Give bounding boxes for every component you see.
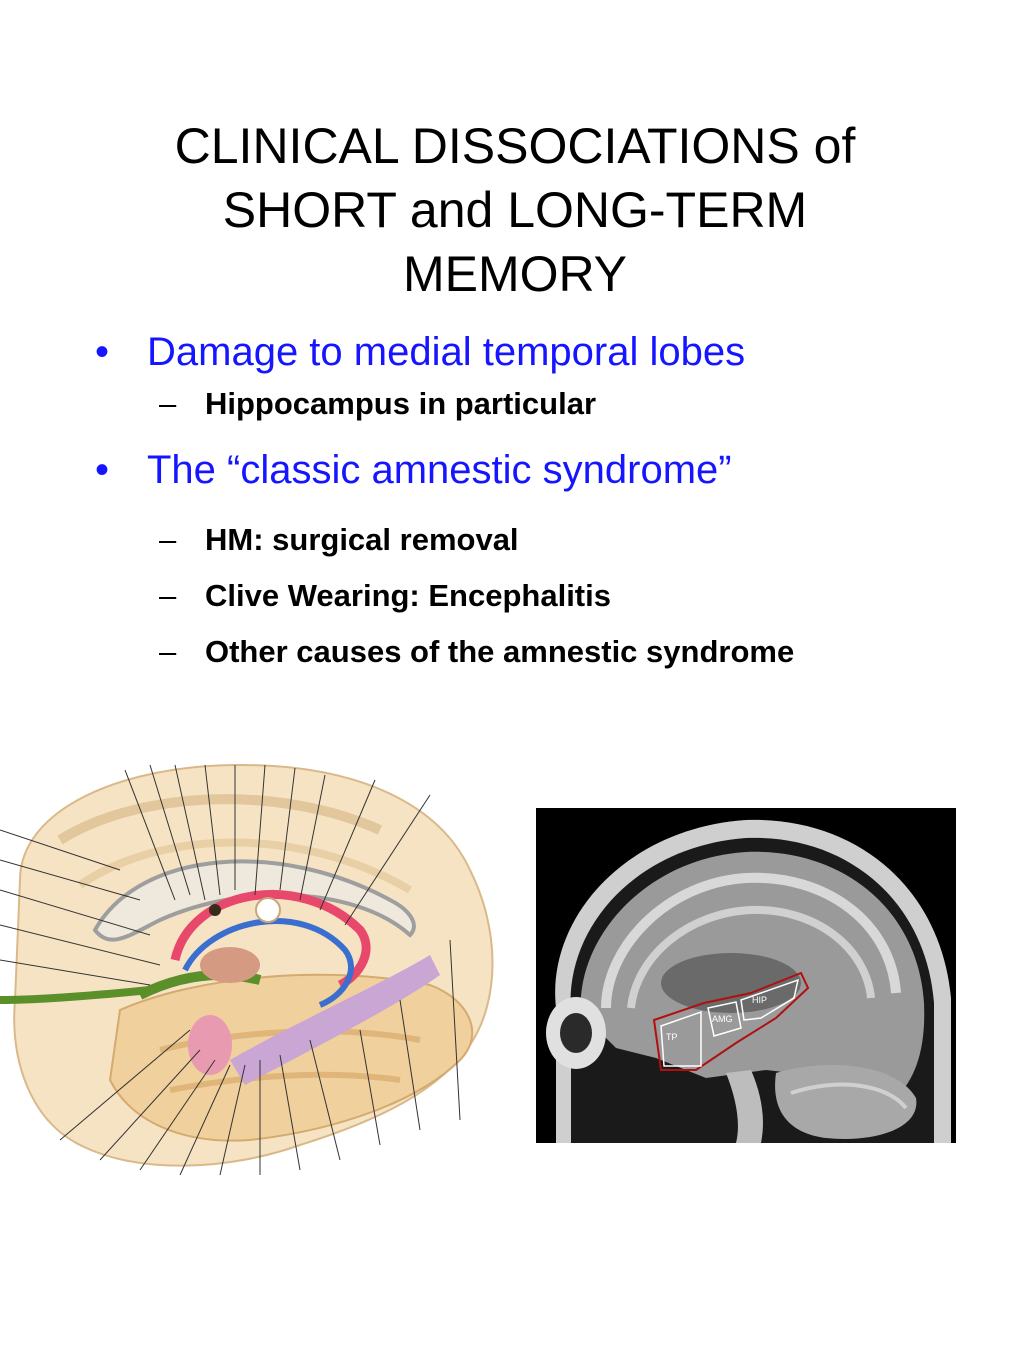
bullet-text: Damage to medial temporal lobes xyxy=(147,330,746,374)
title-line-3: MEMORY xyxy=(402,245,628,302)
mri-label-amg: AMG xyxy=(712,1014,733,1024)
mri-sagittal-scan xyxy=(536,808,956,1143)
sub-bullet-text: Clive Wearing: Encephalitis xyxy=(205,578,611,613)
bullet-item xyxy=(95,324,975,380)
title-line-1: CLINICAL DISSOCIATIONS of xyxy=(174,117,856,174)
bullet-glyph: • xyxy=(95,330,110,374)
sub-bullet-text: Hippocampus in particular xyxy=(205,386,597,421)
sub-bullet-text: HM: surgical removal xyxy=(205,522,519,557)
mri-label-tp: TP xyxy=(666,1032,678,1042)
slide-title xyxy=(60,114,970,306)
sub-bullet-item xyxy=(95,516,975,564)
sub-bullet-item xyxy=(95,380,975,428)
dash-glyph: – xyxy=(159,522,177,557)
brain-anatomy-illustration xyxy=(0,760,505,1180)
sub-bullet-text: Other causes of the amnestic syndrome xyxy=(205,634,795,669)
bullet-item xyxy=(95,442,975,498)
sub-bullet-item xyxy=(95,628,975,676)
dash-glyph: – xyxy=(159,634,177,669)
bullet-text: The “classic amnestic syndrome” xyxy=(147,448,732,492)
dash-glyph: – xyxy=(159,578,177,613)
bullet-list xyxy=(95,318,975,676)
dash-glyph: – xyxy=(159,386,177,421)
sub-bullet-item xyxy=(95,572,975,620)
title-line-2: SHORT and LONG-TERM xyxy=(222,181,808,238)
bullet-glyph: • xyxy=(95,448,110,492)
mri-label-hip: HIP xyxy=(752,995,768,1005)
